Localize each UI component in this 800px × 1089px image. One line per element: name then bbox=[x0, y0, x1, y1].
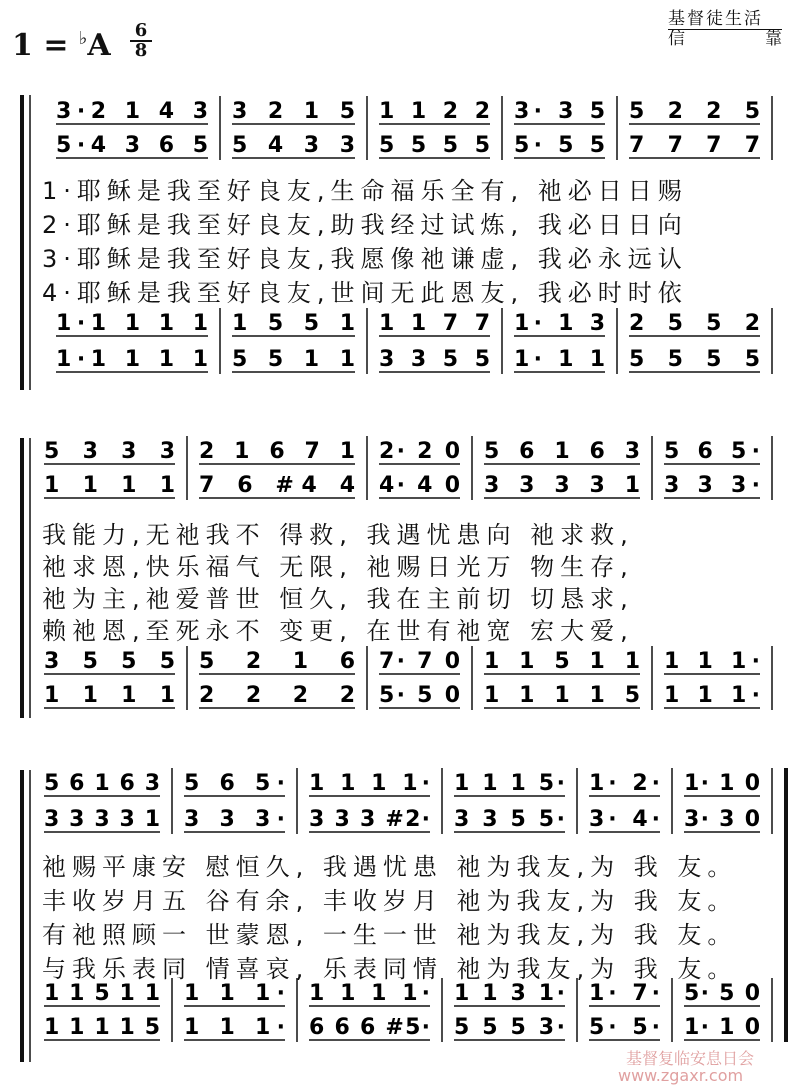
notes-upper-s3-m1-r1: 5 6 1 6 3 bbox=[44, 771, 160, 796]
notes-upper-s2-m2-r1: 2 1 6 7 1 bbox=[199, 439, 355, 464]
lyric-s1-v2: 2·耶稣是我至好良友,助我经过试炼, 我必日日向 bbox=[42, 211, 688, 239]
lyric-s1-v4: 4·耶稣是我至好良友,世间无此恩友, 我必时时依 bbox=[42, 279, 688, 307]
notes-lower-s3-m1-r2: 1 1 1 1 5 bbox=[44, 1015, 160, 1040]
notes-upper-s3-m6-r2: 3· 3 0 bbox=[684, 807, 760, 832]
notes-lower-s1-m5-r1: 2 5 5 2 bbox=[629, 311, 760, 336]
notes-upper-s2-m4-r2: 3 3 3 3 1 bbox=[484, 473, 640, 498]
notes-upper-s2-m5-r2: 3 3 3· bbox=[664, 473, 760, 498]
notes-upper-s3-m3-r2: 3 3 3 #2· bbox=[309, 807, 430, 832]
time-signature: 6 8 bbox=[130, 22, 152, 60]
notes-upper-s2-m1-r1: 5 3 3 3 bbox=[44, 439, 175, 464]
notes-upper-s1-m3-r1: 1 1 2 2 bbox=[379, 99, 490, 124]
notes-lower-s2-m2-r1: 5 2 1 6 bbox=[199, 649, 355, 674]
notes-upper-s3-m1-r2: 3 3 3 3 1 bbox=[44, 807, 160, 832]
notes-upper-s3-m5-r2: 3· 4· bbox=[589, 807, 660, 832]
notes-lower-s3-m6-r2: 1· 1 0 bbox=[684, 1015, 760, 1040]
notes-lower-s3-m1-r1: 1 1 5 1 1 bbox=[44, 981, 160, 1006]
lyric-s1-v3: 3·耶稣是我至好良友,我愿像祂谦虚, 我必永远认 bbox=[42, 245, 688, 273]
notes-lower-s1-m4-r1: 1· 1 3 bbox=[514, 311, 605, 336]
notes-lower-s3-m5-r1: 1· 7· bbox=[589, 981, 660, 1006]
notes-upper-s1-m1-r1: 3·2 1 4 3 bbox=[56, 99, 208, 124]
key-signature: 1 = ♭A bbox=[12, 28, 111, 63]
notes-lower-s1-m4-r2: 1· 1 1 bbox=[514, 347, 605, 372]
notes-lower-s3-m4-r2: 5 5 5 3· bbox=[454, 1015, 565, 1040]
notes-lower-s1-m2-r1: 1 5 5 1 bbox=[232, 311, 355, 336]
lyric-s3-v4: 与我乐表同 情喜哀, 乐表同情 祂为我友,为 我 友。 bbox=[42, 955, 738, 983]
notes-lower-s2-m5-r1: 1 1 1· bbox=[664, 649, 760, 674]
notes-upper-s1-m2-r2: 5 4 3 3 bbox=[232, 133, 355, 158]
notes-upper-s2-m4-r1: 5 6 1 6 3 bbox=[484, 439, 640, 464]
notes-upper-s1-m3-r2: 5 5 5 5 bbox=[379, 133, 490, 158]
notes-upper-s3-m2-r1: 5 6 5· bbox=[184, 771, 285, 796]
notes-upper-s3-m4-r2: 3 3 5 5· bbox=[454, 807, 565, 832]
notes-lower-s1-m2-r2: 5 5 1 1 bbox=[232, 347, 355, 372]
notes-lower-s2-m3-r2: 5· 5 0 bbox=[379, 683, 460, 708]
notes-upper-s3-m2-r2: 3 3 3· bbox=[184, 807, 285, 832]
notes-lower-s1-m3-r2: 3 3 5 5 bbox=[379, 347, 490, 372]
notes-lower-s2-m4-r2: 1 1 1 1 5 bbox=[484, 683, 640, 708]
lyric-s3-v3: 有祂照顾一 世蒙恩, 一生一世 祂为我友,为 我 友。 bbox=[42, 921, 738, 949]
notes-upper-s3-m5-r1: 1· 2· bbox=[589, 771, 660, 796]
notes-lower-s2-m3-r1: 7· 7 0 bbox=[379, 649, 460, 674]
lyric-s3-v1: 祂赐平康安 慰恒久, 我遇忧患 祂为我友,为 我 友。 bbox=[42, 853, 738, 881]
notes-lower-s1-m1-r2: 1·1 1 1 1 bbox=[56, 347, 208, 372]
notes-upper-s2-m5-r1: 5 6 5· bbox=[664, 439, 760, 464]
watermark-name: 基督复临安息日会 bbox=[626, 1049, 755, 1068]
lyric-s2-v2: 祂求恩,快乐福气 无限, 祂赐日光万 物生存, bbox=[42, 553, 634, 581]
notes-upper-s2-m2-r2: 7 6 #4 4 bbox=[199, 473, 355, 498]
notes-upper-s3-m4-r1: 1 1 1 5· bbox=[454, 771, 565, 796]
notes-lower-s3-m2-r1: 1 1 1· bbox=[184, 981, 285, 1006]
song-title: 信 靠 bbox=[668, 29, 782, 49]
notes-lower-s3-m3-r1: 1 1 1 1· bbox=[309, 981, 430, 1006]
notes-upper-s1-m4-r2: 5· 5 5 bbox=[514, 133, 605, 158]
notes-lower-s1-m3-r1: 1 1 7 7 bbox=[379, 311, 490, 336]
notes-lower-s3-m5-r2: 5· 5· bbox=[589, 1015, 660, 1040]
watermark-url: www.zgaxr.com bbox=[618, 1066, 744, 1085]
notes-lower-s3-m3-r2: 6 6 6 #5· bbox=[309, 1015, 430, 1040]
notes-lower-s1-m5-r2: 5 5 5 5 bbox=[629, 347, 760, 372]
lyric-s3-v2: 丰收岁月五 谷有余, 丰收岁月 祂为我友,为 我 友。 bbox=[42, 887, 738, 915]
notes-lower-s3-m4-r1: 1 1 3 1· bbox=[454, 981, 565, 1006]
notes-upper-s3-m6-r1: 1· 1 0 bbox=[684, 771, 760, 796]
notes-upper-s3-m3-r1: 1 1 1 1· bbox=[309, 771, 430, 796]
lyric-s2-v1: 我能力,无祂我不 得救, 我遇忧患向 祂求救, bbox=[42, 521, 634, 549]
source-title: 基督徒生活 bbox=[668, 10, 782, 30]
lyric-s2-v4: 赖祂恩,至死永不 变更, 在世有祂宽 宏大爱, bbox=[42, 617, 634, 645]
notes-lower-s1-m1-r1: 1·1 1 1 1 bbox=[56, 311, 208, 336]
notes-upper-s1-m5-r1: 5 2 2 5 bbox=[629, 99, 760, 124]
notes-upper-s1-m5-r2: 7 7 7 7 bbox=[629, 133, 760, 158]
notes-lower-s3-m2-r2: 1 1 1· bbox=[184, 1015, 285, 1040]
notes-lower-s2-m4-r1: 1 1 5 1 1 bbox=[484, 649, 640, 674]
notes-lower-s2-m1-r1: 3 5 5 5 bbox=[44, 649, 175, 674]
lyric-s2-v3: 祂为主,祂爱普世 恒久, 我在主前切 切恳求, bbox=[42, 585, 634, 613]
notes-lower-s2-m1-r2: 1 1 1 1 bbox=[44, 683, 175, 708]
notes-lower-s2-m2-r2: 2 2 2 2 bbox=[199, 683, 355, 708]
notes-upper-s2-m1-r2: 1 1 1 1 bbox=[44, 473, 175, 498]
notes-upper-s2-m3-r2: 4· 4 0 bbox=[379, 473, 460, 498]
notes-upper-s1-m1-r2: 5·4 3 6 5 bbox=[56, 133, 208, 158]
notes-upper-s1-m4-r1: 3· 3 5 bbox=[514, 99, 605, 124]
notes-upper-s2-m3-r1: 2· 2 0 bbox=[379, 439, 460, 464]
notes-lower-s3-m6-r1: 5· 5 0 bbox=[684, 981, 760, 1006]
lyric-s1-v1: 1·耶稣是我至好良友,生命福乐全有, 祂必日日赐 bbox=[42, 177, 688, 205]
notes-upper-s1-m2-r1: 3 2 1 5 bbox=[232, 99, 355, 124]
notes-lower-s2-m5-r2: 1 1 1· bbox=[664, 683, 760, 708]
